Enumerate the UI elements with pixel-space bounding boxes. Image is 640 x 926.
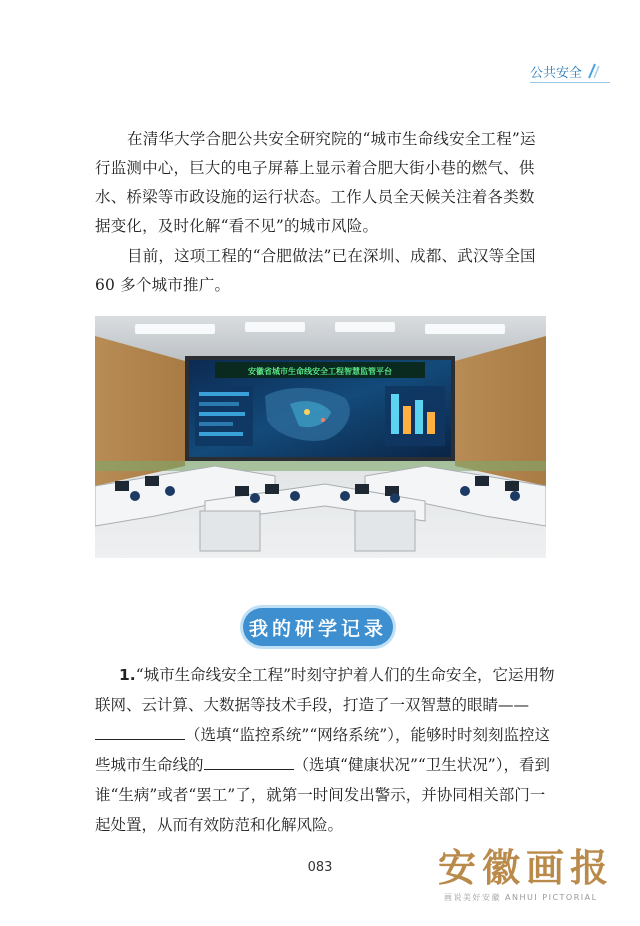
- header-divider: [530, 82, 610, 83]
- research-record-title: 我的研学记录: [248, 617, 387, 640]
- paragraph-1: 在清华大学合肥公共安全研究院的“城市生命线安全工程”运行监测中心，巨大的电子屏幕上显示着合肥大街小巷的燃气、供水、桥梁等市政设施的运行状态。工作人员全天候关注着各类数据变化，及时化解“看不见”的城市风险。: [95, 130, 536, 235]
- screen-title: 安徽省城市生命线安全工程智慧监管平台: [248, 367, 392, 376]
- paragraph-2: 目前，这项工程的“合肥做法”已在深圳、成都、武汉等全国 60 多个城市推广。: [95, 247, 536, 294]
- question-text-3: （选填“健康状况”“卫生状况”），看到谁“生病”或者“罢工”了，就第一时间发出警示，并协同相关部门一起处置，从而有效防范和化解风险。: [95, 756, 550, 834]
- section-label: 公共安全: [529, 65, 582, 81]
- answer-blank-1[interactable]: [95, 725, 185, 740]
- brand-subtitle: 画说美好安徽 ANHUI PICTORIAL: [444, 893, 598, 902]
- control-center-photo: [95, 316, 546, 558]
- answer-blank-2[interactable]: [204, 755, 294, 770]
- slash-decoration-icon: [586, 62, 600, 80]
- brand-title: 安徽画报: [438, 845, 615, 890]
- page-number: 083: [307, 860, 333, 875]
- question-1: [95, 660, 555, 840]
- research-record-badge: [243, 608, 393, 646]
- question-text-2: （选填“监控系统”“网络系统”），能够时时刻刻监控这些城市生命线的: [95, 726, 550, 774]
- section-header: [530, 60, 600, 82]
- question-number: 1.: [119, 666, 136, 684]
- question-text-1: “城市生命线安全工程”时刻守护着人们的生命安全，它运用物联网、云计算、大数据等技术手段，打造了一双智慧的眼睛——: [95, 666, 555, 714]
- brand-logo: [438, 846, 628, 906]
